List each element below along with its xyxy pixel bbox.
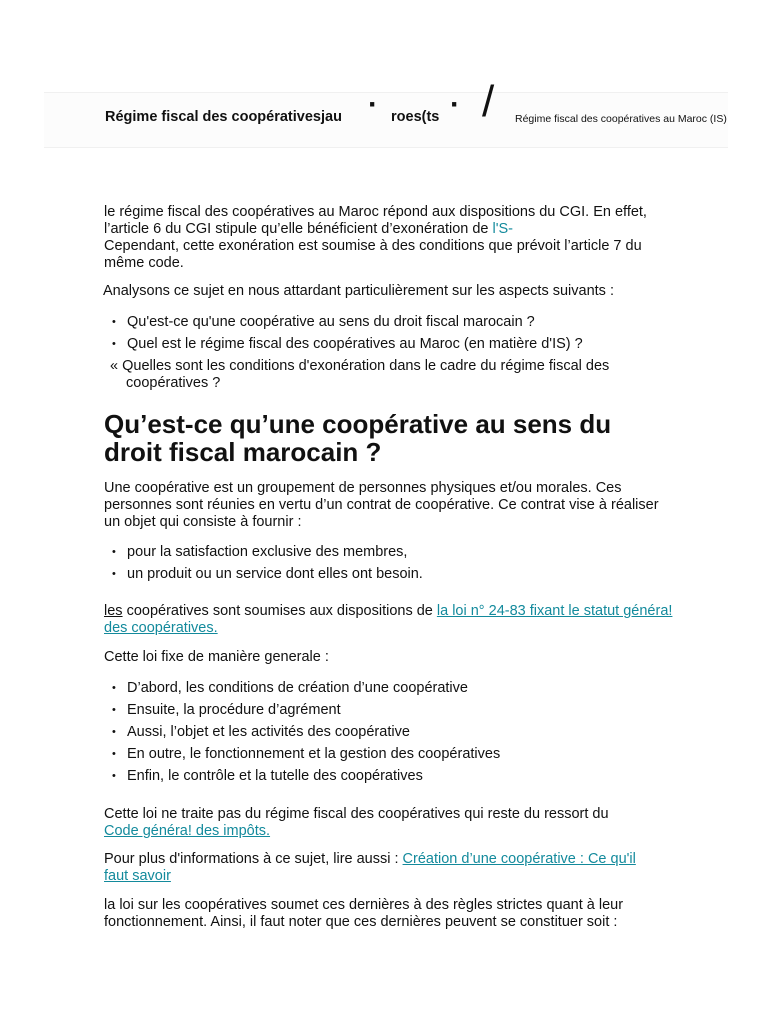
is-link[interactable]: l'S- (492, 221, 514, 237)
header-fragment: roes(ts (391, 109, 440, 125)
list-item (110, 358, 666, 392)
list-item-text: Qu'est-ce qu'une coopérative au sens du droit fiscal marocain ? (127, 314, 535, 330)
law-paragraph (104, 603, 674, 637)
tax-code-link[interactable]: Code généra! des impôts. (104, 823, 271, 839)
les-word: les (104, 603, 123, 619)
bullet-marker: • (112, 338, 116, 350)
read-also-text: Pour plus d'informations à ce sujet, lire aussi : (104, 851, 403, 867)
list-item (112, 314, 672, 331)
header-dot: · (450, 88, 460, 121)
read-also-paragraph (104, 851, 659, 885)
list-item-text: Quelles sont les conditions d'exonération dans le cadre du régime fiscal des coopératives ? (122, 358, 610, 391)
read-also-link[interactable]: Création d’une coopérative : Ce qu'il faut savoir (104, 851, 636, 884)
bullet-marker: • (112, 748, 116, 760)
list-item (112, 680, 672, 697)
list-item (112, 544, 672, 561)
bullet-marker: • (112, 568, 116, 580)
header-slash: / (482, 77, 495, 126)
intro-paragraph (104, 204, 664, 272)
intro-text-rest: Cependant, cette exonération est soumise à des conditions que prévoit l’article 7 du même code. (104, 238, 642, 271)
bullet-marker: • (112, 770, 116, 782)
intro-text: le régime fiscal des coopératives au Maroc répond aux dispositions du CGI. En effet, l’article 6 du CGI stipule qu’elle bénéficient d’exonération de (104, 204, 647, 237)
list-item-text: pour la satisfaction exclusive des membres, (127, 544, 408, 560)
law-text: coopératives sont soumises aux dispositions de (122, 603, 437, 619)
analysis-paragraph: Analysons ce sujet en nous attardant particulièrement sur les aspects suivants : (103, 283, 614, 299)
bullet-marker: • (112, 726, 116, 738)
list-item (112, 336, 672, 353)
bullet-marker: • (112, 682, 116, 694)
list-item (112, 566, 672, 583)
list-item-text: un produit ou un service dont elles ont besoin. (127, 566, 423, 582)
rules-paragraph: la loi sur les coopératives soumet ces dernières à des règles strictes quant à leur fonctionnement. Ainsi, il faut noter que ces dernières peuvent se constituer soit : (104, 897, 624, 930)
header-title: Régime fiscal des coopérativesjau (105, 109, 342, 125)
tax-code-text: Cette loi ne traite pas du régime fiscal des coopératives qui reste du ressort du (104, 806, 609, 822)
list-item-text: D’abord, les conditions de création d’une coopérative (127, 680, 468, 696)
tax-code-paragraph (104, 806, 634, 840)
definition-paragraph: Une coopérative est un groupement de personnes physiques et/ou morales. Ces personnes sont réunies en vertu d’un contrat de coopérative. Ce contrat vise à réaliser un objet qui consiste à fournir : (104, 480, 659, 530)
list-item-text: Quel est le régime fiscal des coopératives au Maroc (en matière d'IS) ? (127, 336, 583, 352)
list-item (112, 702, 672, 719)
bullet-marker: • (112, 316, 116, 328)
list-item (112, 768, 672, 785)
bullet-marker: • (112, 704, 116, 716)
list-item (112, 746, 672, 763)
list-item-text: Ensuite, la procédure d’agrément (127, 702, 341, 718)
list-item-text: Aussi, l’objet et les activités des coopérative (127, 724, 410, 740)
bullet-marker: « (110, 358, 119, 374)
header-dot: · (368, 88, 378, 121)
list-item (112, 724, 672, 741)
list-item-text: En outre, le fonctionnement et la gestion des coopératives (127, 746, 501, 762)
header-subtitle: Régime fiscal des coopératives au Maroc (IS) (515, 113, 727, 125)
law-link[interactable]: la loi n° 24-83 fixant le statut généra! des coopératives. (104, 603, 673, 636)
section-heading: Qu’est-ce qu’une coopérative au sens du droit fiscal marocain ? (104, 409, 612, 467)
law-intro-paragraph: Cette loi fixe de manière generale : (104, 649, 329, 665)
bullet-marker: • (112, 546, 116, 558)
list-item-text: Enfin, le contrôle et la tutelle des coopératives (127, 768, 423, 784)
